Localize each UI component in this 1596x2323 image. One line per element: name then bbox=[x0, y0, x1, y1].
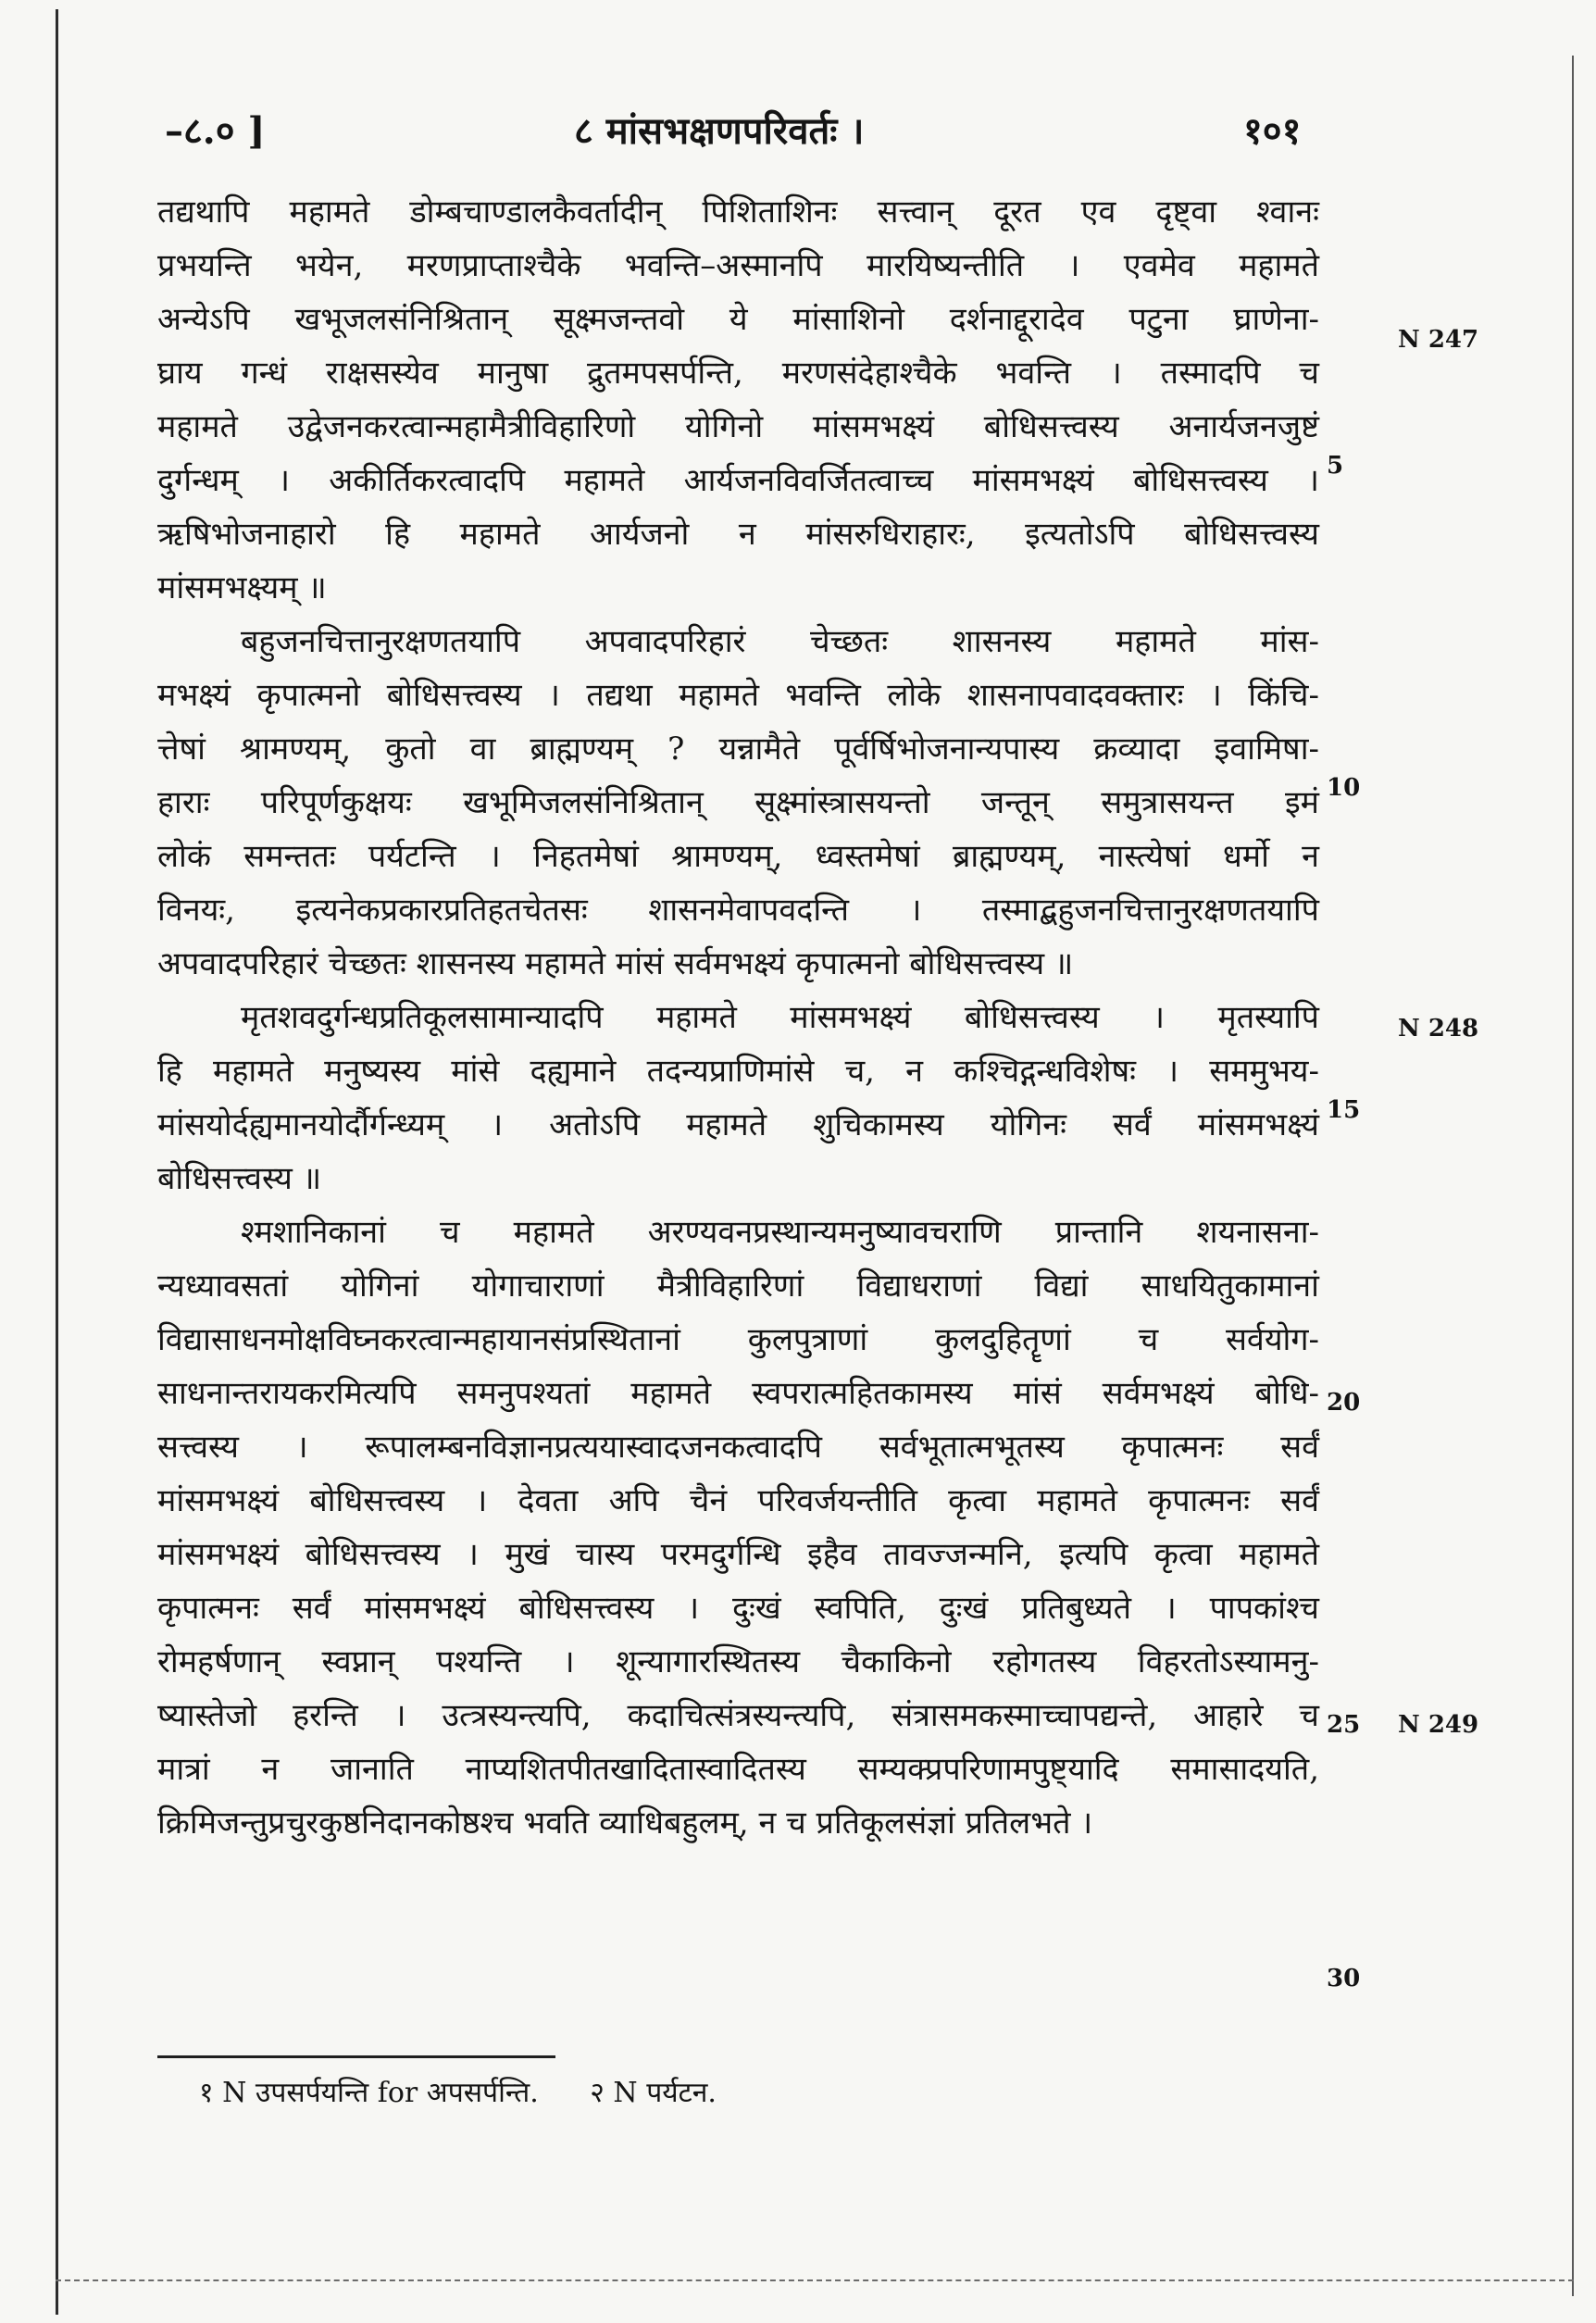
text-line: विद्यासाधनमोक्षविघ्नकरत्वान्महायानसंप्रस्थितानां कुलपुत्राणां कुलदुहितॄणां च सर्वयोग- bbox=[157, 1321, 1319, 1358]
footnotes bbox=[199, 2067, 759, 2120]
text-line: हि महामते मनुष्यस्य मांसे दह्यमाने तदन्यप्राणिमांसे च, न कश्चिद्गन्धविशेषः । सममुभय- bbox=[157, 1053, 1319, 1090]
page-number: १०१ bbox=[1243, 109, 1302, 153]
footnote-divider bbox=[157, 2055, 555, 2058]
section-reference: –८.० ] bbox=[165, 109, 266, 153]
text-line: साधनान्तरायकरमित्यपि समनुपश्यतां महामते स्वपरात्महितकामस्य मांसं सर्वमभक्ष्यं बोधि- bbox=[157, 1375, 1319, 1412]
line-number: 5 bbox=[1327, 452, 1344, 480]
manuscript-reference: N 249 bbox=[1398, 1711, 1479, 1739]
text-line: मृतशवदुर्गन्धप्रतिकूलसामान्यादपि महामते मांसमभक्ष्यं बोधिसत्त्वस्य । मृतस्यापि bbox=[241, 999, 1319, 1036]
text-line: विनयः, इत्यनेकप्रकारप्रतिहतचेतसः शासनमेवापवदन्ति । तस्माद्बहुजनचित्तानुरक्षणतयापि bbox=[157, 892, 1319, 929]
text-line: त्तेषां श्रामण्यम्, कुतो वा ब्राह्मण्यम् ? यन्नामैते पूर्वर्षिभोजनान्यपास्य क्रव्यादा इवामिषा- bbox=[157, 731, 1319, 768]
text-line: अपवादपरिहारं चेच्छतः शासनस्य महामते मांसं सर्वमभक्ष्यं कृपात्मनो बोधिसत्त्वस्य ॥ bbox=[157, 945, 1074, 982]
text-line: मात्रां न जानाति नाप्यशितपीतखादितास्वादितस्य सम्यक्प्रपरिणामपुष्ट्यादि समासादयति, bbox=[157, 1751, 1319, 1788]
text-line: प्रभयन्ति भयेन, मरणप्राप्ताश्चैके भवन्ति–अस्मानपि मारयिष्यन्तीति । एवमेव महामते bbox=[157, 247, 1319, 284]
text-line: श्मशानिकानां च महामते अरण्यवनप्रस्थान्यमनुष्यावचराणि प्रान्तानि शयनासना- bbox=[241, 1214, 1319, 1251]
text-line: घ्राय गन्धं राक्षसस्येव मानुषा द्रुतमपसर्पन्ति, मरणसंदेहाश्चैके भवन्ति । तस्मादपि च bbox=[157, 355, 1319, 392]
text-line: महामते उद्वेजनकरत्वान्महामैत्रीविहारिणो योगिनो मांसमभक्ष्यं बोधिसत्त्वस्य अनार्यजनजुष्टं bbox=[157, 408, 1319, 445]
line-number: 15 bbox=[1327, 1096, 1361, 1124]
text-line: न्यध्यावसतां योगिनां योगाचाराणां मैत्रीविहारिणां विद्याधराणां विद्यां साधयितुकामानां bbox=[157, 1268, 1319, 1305]
text-line: लोकं समन्ततः पर्यटन्ति । निहतमेषां श्रामण्यम्, ध्वस्तमेषां ब्राह्मण्यम्, नास्त्येषां धर्मो न bbox=[157, 838, 1319, 875]
page-header bbox=[0, 104, 1596, 159]
text-line: मभक्ष्यं कृपात्मनो बोधिसत्त्वस्य । तद्यथा महामते भवन्ति लोके शासनापवादवक्तारः । किंचि- bbox=[157, 677, 1319, 714]
text-line: सत्त्वस्य । रूपालम्बनविज्ञानप्रत्ययास्वादजनकत्वादपि सर्वभूतात्मभूतस्य कृपात्मनः सर्वं bbox=[157, 1429, 1319, 1466]
line-number: 30 bbox=[1327, 1965, 1361, 1992]
footnote: १ N उपसर्पयन्ति for अपसर्पन्ति. bbox=[199, 2077, 539, 2109]
text-line: रोमहर्षणान् स्वप्नान् पश्यन्ति । शून्यागारस्थितस्य चैकाकिनो रहोगतस्य विहरतोऽस्यामनु- bbox=[157, 1643, 1319, 1680]
text-line: दुर्गन्धम् । अकीर्तिकरत्वादपि महामते आर्यजनविवर्जितत्वाच्च मांसमभक्ष्यं बोधिसत्त्वस्य । bbox=[157, 462, 1319, 499]
manuscript-reference: N 248 bbox=[1398, 1015, 1479, 1043]
main-text bbox=[157, 185, 1319, 1850]
text-line: ऋषिभोजनाहारो हि महामते आर्यजनो न मांसरुधिराहारः, इत्यतोऽपि बोधिसत्त्वस्य bbox=[157, 516, 1319, 553]
text-line: हाराः परिपूर्णकुक्षयः खभूमिजलसंनिश्रितान् सूक्ष्मांस्त्रासयन्तो जन्तून् समुत्रासयन्त इमं bbox=[157, 784, 1319, 821]
text-line: बोधिसत्त्वस्य ॥ bbox=[157, 1160, 322, 1197]
text-line: क्रिमिजन्तुप्रचुरकुष्ठनिदानकोष्ठश्च भवति व्याधिबहुलम्, न च प्रतिकूलसंज्ञां प्रतिलभते । bbox=[157, 1805, 1093, 1842]
footnote: २ N पर्यटन. bbox=[590, 2077, 717, 2109]
line-number: 25 bbox=[1327, 1711, 1361, 1739]
text-line: मांसमभक्ष्यं बोधिसत्त्वस्य । देवता अपि चैनं परिवर्जयन्तीति कृत्वा महामते कृपात्मनः सर्वं bbox=[157, 1482, 1319, 1519]
text-line: ष्यास्तेजो हरन्ति । उत्त्रस्यन्त्यपि, कदाचित्संत्रस्यन्त्यपि, संत्रासमकस्माच्चापद्यन्ते, आहारे च bbox=[157, 1697, 1319, 1734]
line-number: 20 bbox=[1327, 1389, 1361, 1417]
text-line: मांसयोर्दह्यमानयोर्दौर्गन्ध्यम् । अतोऽपि महामते शुचिकामस्य योगिनः सर्वं मांसमभक्ष्यं bbox=[157, 1106, 1319, 1143]
text-line: अन्येऽपि खभूजलसंनिश्रितान् सूक्ष्मजन्तवो ये मांसाशिनो दर्शनाद्दूरादेव पटुना घ्राणेना- bbox=[157, 301, 1319, 338]
text-line: तद्यथापि महामते डोम्बचाण्डालकैवर्तादीन् पिशिताशिनः सत्त्वान् दूरत एव दृष्ट्वा श्वानः bbox=[157, 194, 1319, 231]
text-line: मांसमभक्ष्यम् ॥ bbox=[157, 569, 327, 606]
chapter-title: ८ मांसभक्षणपरिवर्तः । bbox=[574, 109, 865, 153]
text-line: कृपात्मनः सर्वं मांसमभक्ष्यं बोधिसत्त्वस्य । दुःखं स्वपिति, दुःखं प्रतिबुध्यते । पापकांश्च bbox=[157, 1590, 1319, 1627]
line-number: 10 bbox=[1327, 774, 1361, 802]
manuscript-reference: N 247 bbox=[1398, 326, 1479, 354]
text-line: बहुजनचित्तानुरक्षणतयापि अपवादपरिहारं चेच्छतः शासनस्य महामते मांस- bbox=[241, 623, 1319, 660]
scan-page-edge-right bbox=[1572, 56, 1574, 2296]
scan-bottom-edge bbox=[56, 2279, 1574, 2283]
text-line: मांसमभक्ष्यं बोधिसत्त्वस्य । मुखं चास्य परमदुर्गन्धि इहैव तावज्जन्मनि, इत्यपि कृत्वा महामते bbox=[157, 1536, 1319, 1573]
scan-page-edge-left bbox=[56, 9, 58, 2315]
